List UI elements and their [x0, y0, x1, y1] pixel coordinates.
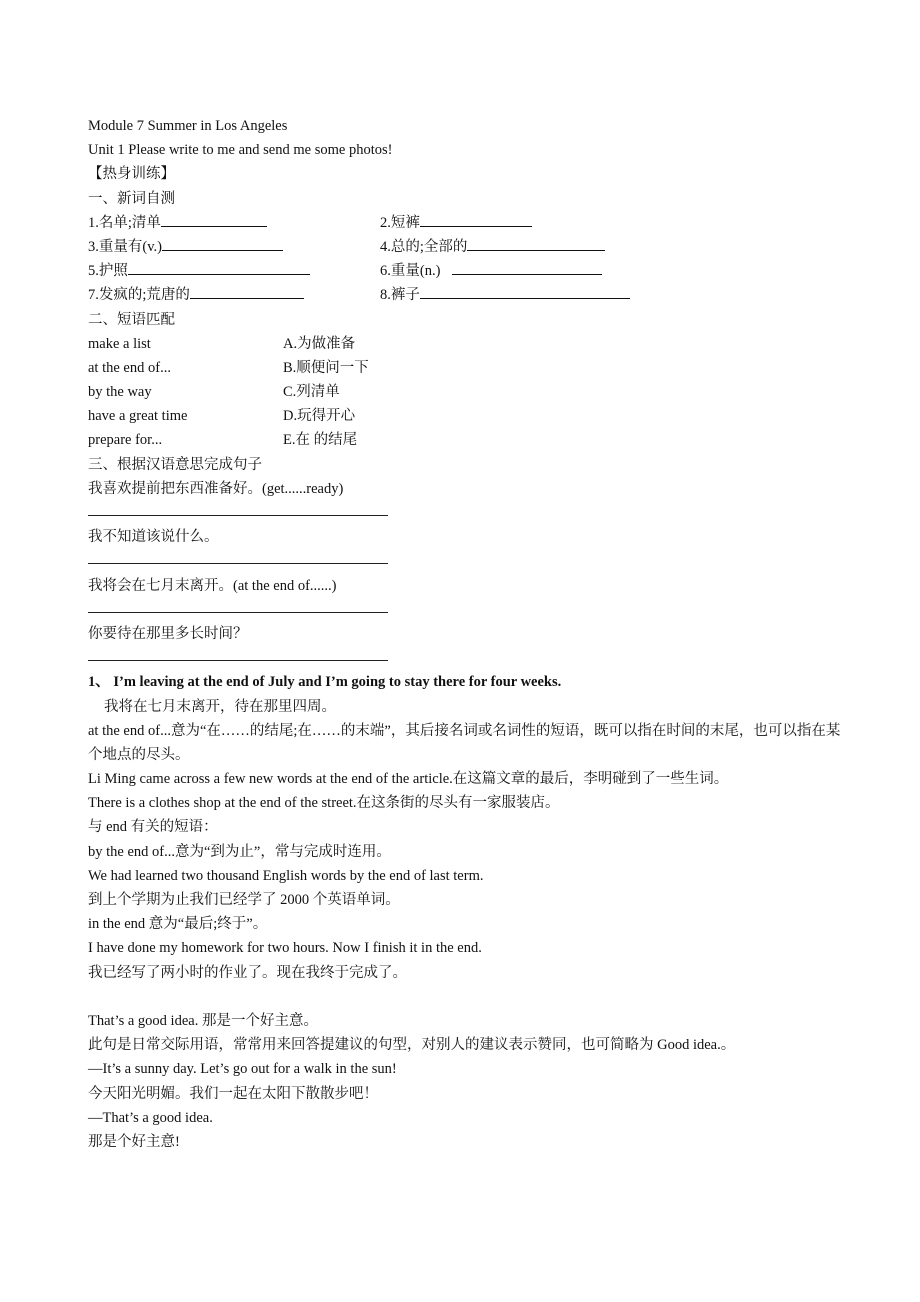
translate-prompt: 我将会在七月末离开。(at the end of......) [88, 577, 337, 594]
answer-line[interactable] [88, 598, 848, 622]
match-phrase: have a great time [88, 408, 188, 425]
part2-heading: 二、短语匹配 [88, 311, 175, 328]
vocab-blank[interactable] [162, 235, 283, 251]
match-phrase: by the way [88, 384, 152, 401]
match-phrase: at the end of... [88, 359, 171, 376]
vocab-row [88, 259, 848, 283]
related-phrases-heading: 与 end 有关的短语： [88, 819, 218, 836]
example-translation: 到上个学期为止我们已经学了 2000 个英语单词。 [88, 892, 400, 909]
module-title: Module 7 Summer in Los Angeles [88, 118, 288, 134]
match-meaning: B.顺便问一下 [283, 359, 369, 376]
document-page [88, 114, 848, 1154]
answer-line[interactable] [88, 549, 848, 573]
expression-explanation: 此句是日常交际用语，常常用来回答提建议的句型，对别人的建议表示赞同，也可简略为 Good idea.。 [88, 1037, 736, 1054]
vocab-label: 7.发疯的;荒唐的 [88, 287, 190, 304]
vocab-label: 3.重量有(v.) [88, 238, 162, 255]
example-sentence: Li Ming came across a few new words at the end of the article.在这篇文章的最后，李明碰到了一些生词。 [88, 771, 729, 788]
dialogue-translation: 今天阳光明媚。我们一起在太阳下散散步吧！ [88, 1085, 378, 1102]
vocab-row [88, 211, 848, 235]
vocab-blank[interactable] [452, 259, 602, 275]
expression-heading: That’s a good idea. 那是一个好主意。 [88, 1012, 318, 1029]
match-meaning: D.玩得开心 [283, 408, 356, 425]
match-meaning: C.列清单 [283, 384, 340, 401]
example-translation: 我已经写了两小时的作业了。现在我终于完成了。 [88, 964, 407, 981]
phrase-explanation: in the end 意为“最后;终于”。 [88, 916, 268, 933]
vocab-blank[interactable] [467, 235, 605, 251]
answer-line[interactable] [88, 501, 848, 525]
vocab-label: 2.短裤 [380, 214, 420, 231]
match-meaning: E.在 的结尾 [283, 432, 358, 449]
warmup-heading: 【热身训练】 [88, 166, 175, 183]
vocab-label: 5.护照 [88, 263, 128, 280]
note-heading: 1、 I’m leaving at the end of July and I’m going to stay there for four weeks. [88, 674, 562, 691]
translate-prompt: 我不知道该说什么。 [88, 529, 219, 546]
vocab-blank[interactable] [420, 283, 630, 299]
translate-prompt: 你要待在那里多长时间？ [88, 625, 248, 642]
vocab-blank[interactable] [420, 211, 532, 227]
vocab-blank[interactable] [190, 283, 304, 299]
spacer [88, 985, 848, 1009]
part3-heading: 三、根据汉语意思完成句子 [88, 456, 262, 473]
note-explanation: at the end of...意为“在……的结尾;在……的末端”，其后接名词或名词性的短语，既可以指在时间的末尾，也可以指在某个地点的尽头。 [88, 722, 841, 763]
translate-prompt: 我喜欢提前把东西准备好。(get......ready) [88, 480, 344, 497]
match-row [88, 404, 848, 428]
match-phrase: prepare for... [88, 432, 163, 449]
match-meaning: A.为做准备 [283, 335, 356, 352]
match-row [88, 356, 848, 380]
match-row [88, 428, 848, 452]
vocab-blank[interactable] [128, 259, 310, 275]
example-sentence: There is a clothes shop at the end of the street.在这条街的尽头有一家服装店。 [88, 795, 560, 812]
dialogue-line: —It’s a sunny day. Let’s go out for a walk in the sun! [88, 1061, 397, 1078]
vocab-row [88, 235, 848, 259]
vocab-label: 1.名单;清单 [88, 214, 161, 231]
dialogue-line: —That’s a good idea. [88, 1109, 213, 1126]
unit-title: Unit 1 Please write to me and send me some photos! [88, 142, 393, 159]
phrase-explanation: by the end of...意为“到为止”，常与完成时连用。 [88, 843, 391, 860]
dialogue-translation: 那是个好主意! [88, 1133, 180, 1150]
part1-heading: 一、新词自测 [88, 190, 175, 207]
vocab-label: 8.裤子 [380, 287, 420, 304]
vocab-row [88, 283, 848, 307]
match-phrase: make a list [88, 335, 151, 352]
match-row [88, 332, 848, 356]
example-sentence: We had learned two thousand English words by the end of last term. [88, 867, 484, 884]
answer-line[interactable] [88, 646, 848, 670]
vocab-blank[interactable] [161, 211, 267, 227]
note-translation: 我将在七月末离开，待在那里四周。 [104, 698, 336, 715]
match-row [88, 380, 848, 404]
vocab-label: 6.重量(n.) [380, 263, 445, 280]
example-sentence: I have done my homework for two hours. Now I finish it in the end. [88, 940, 482, 957]
vocab-label: 4.总的;全部的 [380, 238, 468, 255]
